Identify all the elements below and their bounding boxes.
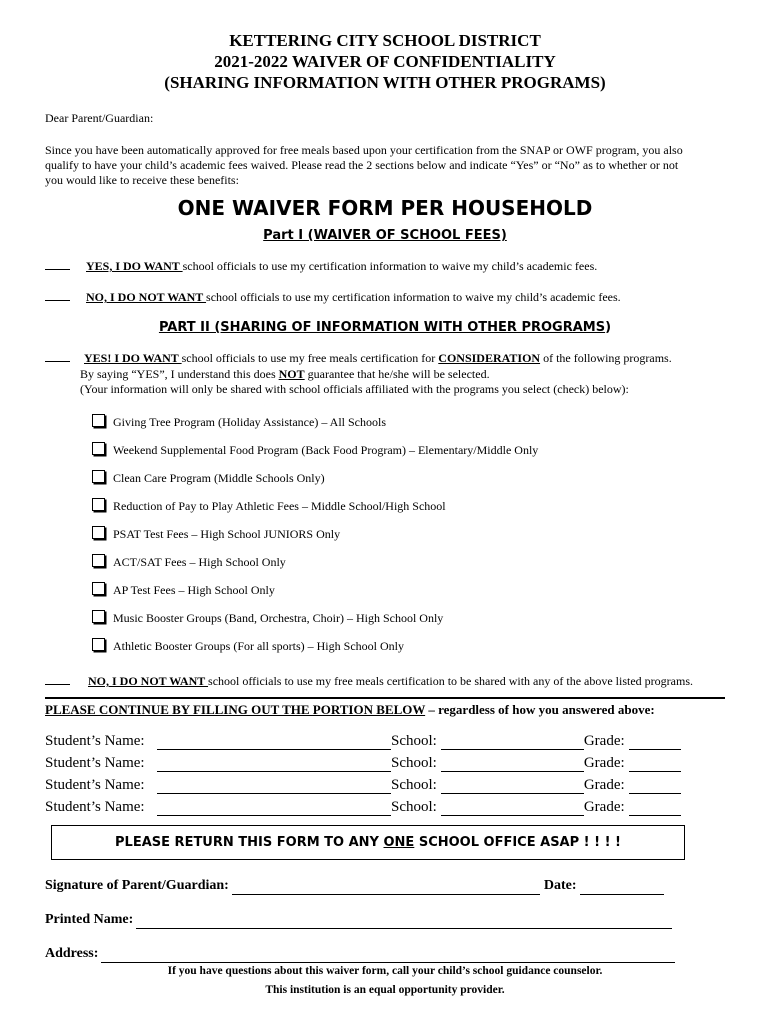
school-field[interactable] [441, 801, 584, 816]
student-name-field[interactable] [157, 757, 391, 772]
grade-label: Grade: [583, 755, 625, 771]
student-name-label: Student’s Name: [45, 755, 145, 771]
continue-instruction [45, 702, 655, 718]
program-item[interactable] [92, 414, 538, 442]
checkbox-icon[interactable] [92, 470, 105, 483]
grade-field[interactable] [629, 757, 681, 772]
program-label: Clean Care Program (Middle Schools Only) [113, 471, 325, 485]
student-row [45, 754, 681, 776]
intro-line: Since you have been automatically approved for free meals based upon your certification from the SNAP or OWF program, you also [45, 143, 683, 157]
student-row [45, 732, 681, 754]
school-field[interactable] [441, 735, 584, 750]
program-item[interactable] [92, 582, 538, 610]
grade-field[interactable] [629, 801, 681, 816]
intro-paragraph [45, 143, 745, 188]
part1-yes-row [45, 259, 597, 274]
school-label: School: [391, 733, 437, 749]
return-notice-box [51, 825, 685, 860]
school-label: School: [391, 777, 437, 793]
student-name-field[interactable] [157, 779, 391, 794]
student-name-field[interactable] [157, 735, 391, 750]
intro-line: you would like to receive these benefits: [45, 173, 239, 187]
program-label: Weekend Supplemental Food Program (Back Food Program) – Elementary/Middle Only [113, 443, 539, 457]
signature-label: Signature of Parent/Guardian: [45, 878, 229, 893]
return-text-end: SCHOOL OFFICE ASAP ! ! ! ! [414, 835, 621, 850]
title-line-2: 2021-2022 WAIVER OF CONFIDENTIALITY [214, 52, 556, 71]
guarantee-text: By saying “YES”, I understand this does [80, 367, 279, 381]
program-label: Giving Tree Program (Holiday Assistance) – All Schools [113, 415, 386, 429]
part1-no-label: NO, I DO NOT WANT [86, 290, 207, 304]
guarantee-text-end: guarantee that he/she will be selected. [304, 367, 490, 381]
program-item[interactable] [92, 498, 538, 526]
program-label: Music Booster Groups (Band, Orchestra, Choir) – High School Only [113, 611, 444, 625]
one-form-heading: ONE WAIVER FORM PER HOUSEHOLD [177, 196, 593, 220]
program-item[interactable] [92, 526, 538, 554]
consideration-word: CONSIDERATION [438, 351, 541, 365]
part2-yes-text: school officials to use my free meals certification for [181, 351, 439, 365]
part2-yes-blank[interactable] [45, 361, 70, 362]
checkbox-icon[interactable] [92, 442, 105, 455]
checkbox-icon[interactable] [92, 638, 105, 651]
school-label: School: [391, 755, 437, 771]
school-field[interactable] [441, 779, 584, 794]
student-row [45, 798, 681, 820]
checkbox-icon[interactable] [92, 414, 105, 427]
part2-yes-label: YES! I DO WANT [84, 351, 182, 365]
printed-name-label: Printed Name: [45, 912, 134, 927]
part2-heading-text: PART II (SHARING OF INFORMATION WITH OTHER PROGRAMS [158, 320, 606, 335]
student-name-label: Student’s Name: [45, 799, 145, 815]
program-label: PSAT Test Fees – High School JUNIORS Only [113, 527, 341, 541]
program-item[interactable] [92, 470, 538, 498]
part1-no-row [45, 290, 621, 305]
part2-no-text: school officials to use my free meals certification to be shared with any of the above listed programs. [208, 674, 693, 688]
date-label: Date: [543, 878, 577, 893]
checkbox-icon[interactable] [92, 582, 105, 595]
grade-label: Grade: [583, 733, 625, 749]
grade-label: Grade: [583, 799, 625, 815]
title-line-1: KETTERING CITY SCHOOL DISTRICT [229, 31, 541, 50]
part1-heading: Part I (WAIVER OF SCHOOL FEES) [263, 228, 507, 243]
address-row [45, 945, 675, 963]
part2-no-blank[interactable] [45, 684, 70, 685]
address-label: Address: [45, 946, 99, 961]
part2-heading-close: ) [605, 320, 612, 335]
return-text: PLEASE RETURN THIS FORM TO ANY [115, 835, 384, 850]
part2-yes-text-end: of the following programs. [540, 351, 672, 365]
student-row [45, 776, 681, 798]
program-label: ACT/SAT Fees – High School Only [113, 555, 286, 569]
grade-field[interactable] [629, 779, 681, 794]
part2-no-label: NO, I DO NOT WANT [88, 674, 209, 688]
footer-questions: If you have questions about this waiver form, call your child’s school guidance counselor. [167, 965, 603, 977]
part2-guarantee-line [80, 367, 490, 382]
signature-row [45, 877, 664, 895]
part1-yes-blank[interactable] [45, 269, 70, 270]
not-word: NOT [278, 367, 305, 381]
checkbox-icon[interactable] [92, 554, 105, 567]
part1-yes-label: YES, I DO WANT [86, 259, 183, 273]
part1-no-blank[interactable] [45, 300, 70, 301]
address-field[interactable] [101, 948, 675, 963]
grade-label: Grade: [583, 777, 625, 793]
part2-no-row [45, 674, 693, 689]
program-list [92, 414, 538, 666]
part1-no-text: school officials to use my certification information to waive my child’s academic fees. [206, 290, 621, 304]
program-item[interactable] [92, 554, 538, 582]
student-name-field[interactable] [157, 801, 391, 816]
footer-equal-opportunity: This institution is an equal opportunity provider. [265, 984, 505, 996]
school-field[interactable] [441, 757, 584, 772]
grade-field[interactable] [629, 735, 681, 750]
part2-heading [0, 320, 770, 336]
program-item[interactable] [92, 442, 538, 470]
intro-line: qualify to have your child’s academic fees waived. Please read the 2 sections below and indicate “Yes” or “No” as to whether or not [45, 158, 679, 172]
part1-yes-text: school officials to use my certification information to waive my child’s academic fees. [182, 259, 598, 273]
program-label: Reduction of Pay to Play Athletic Fees – Middle School/High School [113, 499, 446, 513]
part2-shared-note: (Your information will only be shared with school officials affiliated with the programs you select (check) below): [80, 382, 629, 396]
section-divider [45, 697, 725, 699]
date-field[interactable] [580, 880, 664, 895]
program-label: AP Test Fees – High School Only [113, 583, 275, 597]
checkbox-icon[interactable] [92, 498, 105, 511]
part2-yes-row [45, 351, 672, 366]
program-item[interactable] [92, 638, 538, 666]
school-label: School: [391, 799, 437, 815]
signature-field[interactable] [232, 880, 540, 895]
printed-name-row [45, 911, 672, 929]
program-item[interactable] [92, 610, 538, 638]
student-name-label: Student’s Name: [45, 777, 145, 793]
continue-rest: – regardless of how you answered above: [425, 702, 655, 717]
title-line-3: (SHARING INFORMATION WITH OTHER PROGRAMS) [164, 73, 606, 92]
salutation: Dear Parent/Guardian: [45, 111, 154, 125]
one-word: ONE [383, 835, 415, 850]
checkbox-icon[interactable] [92, 526, 105, 539]
checkbox-icon[interactable] [92, 610, 105, 623]
student-fields [45, 732, 681, 820]
printed-name-field[interactable] [136, 914, 672, 929]
continue-underlined: PLEASE CONTINUE BY FILLING OUT THE PORTION BELOW [45, 702, 426, 717]
program-label: Athletic Booster Groups (For all sports) – High School Only [113, 639, 404, 653]
student-name-label: Student’s Name: [45, 733, 145, 749]
